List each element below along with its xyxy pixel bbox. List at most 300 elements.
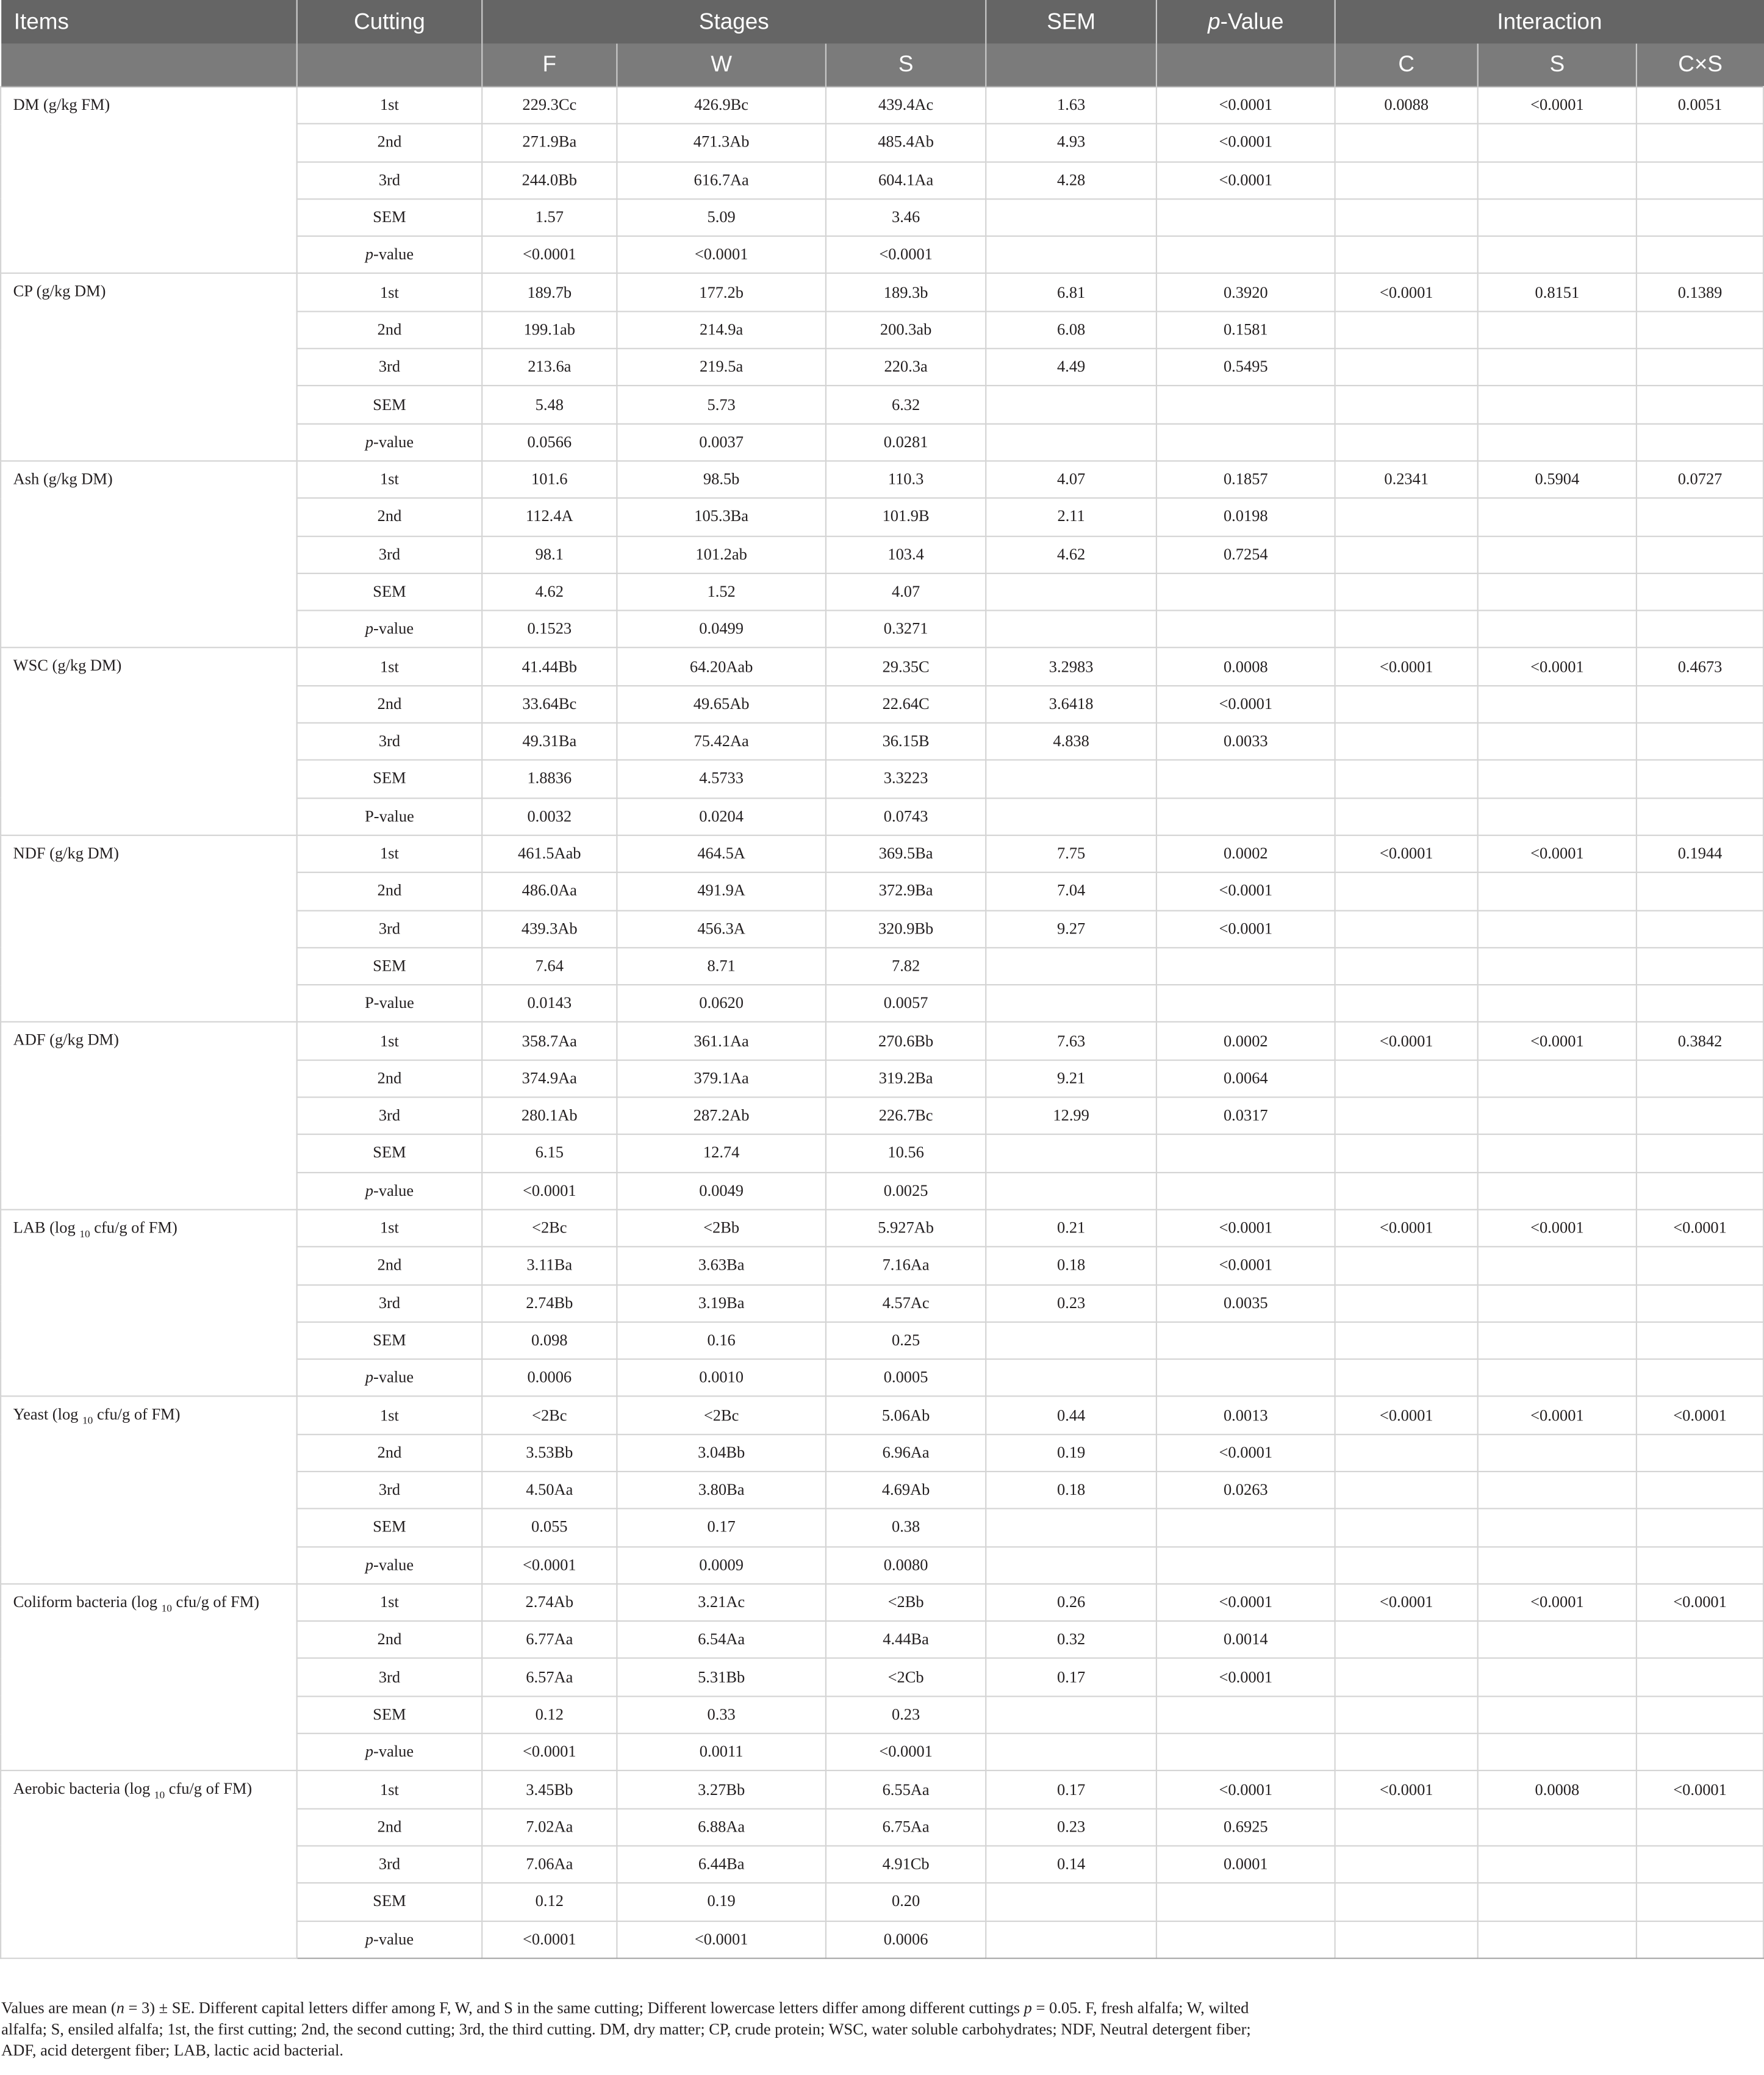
value-cell-s: 3.3223 [826,760,986,797]
value-cell-s: <2Bb [826,1584,986,1621]
value-cell-s: 189.3b [826,274,986,311]
cutting-cell [297,1584,482,1621]
value-cell-c [1335,1509,1478,1546]
value-cell-si: 0.5904 [1478,461,1637,498]
value-cell-f: <0.0001 [482,1921,617,1958]
value-cell-c [1335,199,1478,236]
value-cell-f: 271.9Ba [482,124,617,161]
cutting-cell [297,1771,482,1808]
value-cell-s: <2Cb [826,1659,986,1696]
cutting-cell [297,1509,482,1546]
value-cell-cxs: <0.0001 [1637,1584,1763,1621]
cutting-cell-text: 2nd [377,320,402,339]
value-cell-sem [986,760,1156,797]
value-cell-w: 616.7Aa [617,162,826,199]
value-cell-f: 0.1523 [482,611,617,648]
value-cell-f: 2.74Ab [482,1584,617,1621]
value-cell-c: <0.0001 [1335,648,1478,685]
value-cell-f: 3.53Bb [482,1434,617,1472]
cutting-cell-text: 3rd [378,1480,401,1499]
value-cell-w: 5.31Bb [617,1659,826,1696]
value-cell-sem: 9.27 [986,910,1156,948]
value-cell-w: 75.42Aa [617,723,826,760]
value-cell-c [1335,1172,1478,1209]
value-cell-s: 0.0080 [826,1547,986,1584]
value-cell-c [1335,1547,1478,1584]
value-cell-cxs [1637,348,1763,386]
item-label-text: Coliform bacteria (log [13,1592,157,1611]
value-cell-cxs [1637,1097,1763,1134]
cutting-cell [297,461,482,498]
value-cell-sem: 4.28 [986,162,1156,199]
value-cell-c: <0.0001 [1335,1584,1478,1621]
value-cell-cxs [1637,311,1763,348]
table-row [1,1584,1763,1621]
value-cell-w: 177.2b [617,274,826,311]
value-cell-c [1335,686,1478,723]
value-cell-sem: 7.63 [986,1023,1156,1060]
value-cell-cxs [1637,423,1763,461]
value-cell-f: 244.0Bb [482,162,617,199]
value-cell-w: 5.73 [617,386,826,423]
cutting-cell-text: -value [373,432,414,451]
value-cell-sem [986,948,1156,985]
value-cell-si: 0.8151 [1478,274,1637,311]
item-label-rest: cfu/g of FM) [165,1779,253,1799]
value-cell-p [1156,1509,1335,1546]
cutting-cell [297,1397,482,1434]
value-cell-sem: 0.23 [986,1808,1156,1846]
table-row [1,1397,1763,1434]
header-sub-blank [986,44,1156,87]
cutting-cell [297,798,482,835]
value-cell-s: 270.6Bb [826,1023,986,1060]
item-label-text: NDF (g/kg DM) [13,844,119,863]
value-cell-si [1478,386,1637,423]
cutting-cell-text: -value [373,1368,414,1387]
cutting-cell [297,1434,482,1472]
cutting-cell-text: 3rd [378,170,401,189]
value-cell-sem [986,1322,1156,1359]
value-cell-s: 4.07 [826,574,986,611]
value-cell-p: <0.0001 [1156,686,1335,723]
value-cell-w: 456.3A [617,910,826,948]
value-cell-s: 0.0006 [826,1921,986,1958]
value-cell-s: 6.96Aa [826,1434,986,1472]
value-cell-sem: 0.19 [986,1434,1156,1472]
value-cell-c [1335,798,1478,835]
value-cell-w: 214.9a [617,311,826,348]
value-cell-s: <0.0001 [826,236,986,273]
value-cell-p [1156,574,1335,611]
value-cell-sem [986,386,1156,423]
cutting-cell [297,1733,482,1771]
value-cell-si [1478,1883,1637,1921]
cutting-cell [297,611,482,648]
value-cell-f: 486.0Aa [482,872,617,910]
value-cell-p: 0.0008 [1156,648,1335,685]
value-cell-cxs [1637,1322,1763,1359]
value-cell-s: 22.64C [826,686,986,723]
value-cell-p [1156,611,1335,648]
value-cell-si [1478,1696,1637,1733]
value-cell-cxs: <0.0001 [1637,1771,1763,1808]
value-cell-si [1478,1247,1637,1284]
cutting-cell [297,872,482,910]
cutting-cell [297,274,482,311]
value-cell-sem [986,1172,1156,1209]
value-cell-cxs [1637,798,1763,835]
value-cell-s: 5.927Ab [826,1209,986,1246]
value-cell-c [1335,1434,1478,1472]
value-cell-cxs [1637,574,1763,611]
value-cell-c [1335,1135,1478,1172]
value-cell-w: 0.0499 [617,611,826,648]
header-row-main [1,0,1763,44]
cutting-cell-italic-p: p [365,1181,374,1199]
header-sub-blank [1156,44,1335,87]
value-cell-c [1335,723,1478,760]
cutting-cell-text: 3rd [378,919,401,938]
value-cell-s: 3.46 [826,199,986,236]
value-cell-p: 0.0001 [1156,1846,1335,1883]
value-cell-sem: 2.11 [986,498,1156,536]
value-cell-c [1335,1846,1478,1883]
item-label-subscript: 10 [79,1228,90,1240]
value-cell-w: <2Bb [617,1209,826,1246]
value-cell-c: <0.0001 [1335,1209,1478,1246]
cutting-cell-text: 2nd [377,881,402,901]
cutting-cell-text: -value [373,619,414,638]
value-cell-c [1335,1472,1478,1509]
cutting-cell-text: 1st [380,1592,399,1611]
cutting-cell-text: -value [373,1555,414,1574]
value-cell-si: <0.0001 [1478,1023,1637,1060]
value-cell-c [1335,423,1478,461]
value-cell-f: 2.74Bb [482,1284,617,1322]
cutting-cell-text: 1st [380,1218,399,1237]
value-cell-w: 98.5b [617,461,826,498]
value-cell-si [1478,1733,1637,1771]
item-label [1,274,297,461]
value-cell-p: 0.1581 [1156,311,1335,348]
value-cell-w: 379.1Aa [617,1060,826,1097]
value-cell-sem: 0.14 [986,1846,1156,1883]
header-interaction: Interaction [1335,0,1763,44]
cutting-cell-text: P-value [365,993,414,1013]
value-cell-p [1156,1883,1335,1921]
header-pvalue-rest: -Value [1220,9,1284,34]
value-cell-sem: 4.62 [986,536,1156,573]
cutting-cell-text: 3rd [378,357,401,376]
value-cell-cxs: 0.1944 [1637,835,1763,872]
header-pvalue [1156,0,1335,44]
value-cell-p [1156,1172,1335,1209]
value-cell-c [1335,1247,1478,1284]
value-cell-p: <0.0001 [1156,872,1335,910]
value-cell-p [1156,948,1335,985]
value-cell-si [1478,1808,1637,1846]
value-cell-f: 0.0006 [482,1359,617,1397]
value-cell-c [1335,760,1478,797]
value-cell-p: <0.0001 [1156,1584,1335,1621]
cutting-cell [297,1209,482,1246]
value-cell-sem: 1.63 [986,87,1156,124]
value-cell-sem: 12.99 [986,1097,1156,1134]
table-row [1,1023,1763,1060]
value-cell-si [1478,1359,1637,1397]
cutting-cell-text: SEM [373,769,406,788]
header-interaction-cxs: C×S [1637,44,1763,87]
value-cell-w: 3.19Ba [617,1284,826,1322]
value-cell-s: 319.2Ba [826,1060,986,1097]
value-cell-w: 3.63Ba [617,1247,826,1284]
value-cell-w: 464.5A [617,835,826,872]
value-cell-c [1335,1659,1478,1696]
value-cell-sem [986,423,1156,461]
item-label [1,648,297,835]
cutting-cell-italic-p: p [365,619,374,638]
value-cell-p: 0.1857 [1156,461,1335,498]
cutting-cell [297,1023,482,1060]
value-cell-s: 0.20 [826,1883,986,1921]
value-cell-w: 6.44Ba [617,1846,826,1883]
value-cell-p [1156,386,1335,423]
cutting-cell [297,536,482,573]
cutting-cell [297,124,482,161]
value-cell-s: 10.56 [826,1135,986,1172]
cutting-cell [297,1060,482,1097]
cutting-cell-text: 2nd [377,132,402,152]
value-cell-p: 0.0035 [1156,1284,1335,1322]
cutting-cell-text: SEM [373,1517,406,1536]
value-cell-sem [986,611,1156,648]
cutting-cell-text: 2nd [377,1817,402,1836]
value-cell-s: <0.0001 [826,1733,986,1771]
cutting-cell-text: SEM [373,1705,406,1724]
value-cell-f: 7.64 [482,948,617,985]
value-cell-c [1335,162,1478,199]
value-cell-sem [986,798,1156,835]
item-label-text: Ash (g/kg DM) [13,469,113,488]
value-cell-w: 3.27Bb [617,1771,826,1808]
value-cell-si [1478,1509,1637,1546]
value-cell-f: 33.64Bc [482,686,617,723]
value-cell-p [1156,1322,1335,1359]
value-cell-cxs [1637,1284,1763,1322]
table-row [1,648,1763,685]
value-cell-s: 0.38 [826,1509,986,1546]
value-cell-si [1478,686,1637,723]
value-cell-sem: 4.838 [986,723,1156,760]
value-cell-sem: 9.21 [986,1060,1156,1097]
value-cell-cxs [1637,498,1763,536]
table-header [1,0,1763,87]
value-cell-p: <0.0001 [1156,1771,1335,1808]
value-cell-c [1335,498,1478,536]
cutting-cell [297,1846,482,1883]
cutting-cell-text: -value [373,1181,414,1199]
value-cell-si [1478,348,1637,386]
cutting-cell [297,1135,482,1172]
value-cell-p [1156,199,1335,236]
cutting-cell [297,1359,482,1397]
item-label [1,1209,297,1397]
value-cell-si: 0.0008 [1478,1771,1637,1808]
value-cell-si [1478,498,1637,536]
value-cell-w: 491.9A [617,872,826,910]
cutting-cell-text: SEM [373,581,406,601]
value-cell-s: 4.44Ba [826,1621,986,1658]
value-cell-f: 0.0032 [482,798,617,835]
value-cell-s: 103.4 [826,536,986,573]
value-cell-s: 0.23 [826,1696,986,1733]
cutting-cell [297,648,482,685]
cutting-cell [297,835,482,872]
value-cell-p [1156,236,1335,273]
value-cell-s: 226.7Bc [826,1097,986,1134]
value-cell-p: 0.0002 [1156,1023,1335,1060]
value-cell-w: <0.0001 [617,1921,826,1958]
cutting-cell [297,1547,482,1584]
value-cell-s: 4.69Ab [826,1472,986,1509]
value-cell-si: <0.0001 [1478,1209,1637,1246]
table-row [1,1771,1763,1808]
item-label [1,461,297,648]
item-label-rest: cfu/g of FM) [90,1218,177,1237]
value-cell-c [1335,1696,1478,1733]
value-cell-sem: 6.08 [986,311,1156,348]
value-cell-c: <0.0001 [1335,1023,1478,1060]
item-label [1,1584,297,1771]
value-cell-cxs [1637,1509,1763,1546]
value-cell-sem [986,1135,1156,1172]
value-cell-si [1478,611,1637,648]
value-cell-p: 0.0033 [1156,723,1335,760]
value-cell-c [1335,910,1478,948]
value-cell-cxs [1637,760,1763,797]
cutting-cell [297,1696,482,1733]
value-cell-sem: 0.21 [986,1209,1156,1246]
value-cell-cxs: 0.3842 [1637,1023,1763,1060]
item-label [1,1771,297,1958]
value-cell-sem [986,574,1156,611]
cutting-cell-text: SEM [373,956,406,975]
item-label-text: CP (g/kg DM) [13,282,106,301]
value-cell-w: 3.04Bb [617,1434,826,1472]
value-cell-f: 0.12 [482,1883,617,1921]
value-cell-s: 0.25 [826,1322,986,1359]
value-cell-si [1478,199,1637,236]
value-cell-w: 4.5733 [617,760,826,797]
value-cell-p: 0.0317 [1156,1097,1335,1134]
header-interaction-s: S [1478,44,1637,87]
value-cell-p: 0.0064 [1156,1060,1335,1097]
value-cell-w: 0.0037 [617,423,826,461]
value-cell-sem [986,236,1156,273]
value-cell-si [1478,985,1637,1022]
value-cell-f: 0.0566 [482,423,617,461]
value-cell-f: 229.3Cc [482,87,617,124]
value-cell-sem [986,985,1156,1022]
value-cell-sem [986,1696,1156,1733]
value-cell-c [1335,872,1478,910]
value-cell-c [1335,536,1478,573]
value-cell-p [1156,798,1335,835]
value-cell-w: 1.52 [617,574,826,611]
cutting-cell-text: 1st [380,844,399,863]
value-cell-cxs [1637,236,1763,273]
value-cell-cxs [1637,1696,1763,1733]
value-cell-f: 199.1ab [482,311,617,348]
value-cell-sem [986,1883,1156,1921]
item-label-text: ADF (g/kg DM) [13,1030,119,1050]
value-cell-p: 0.7254 [1156,536,1335,573]
header-stage-s: S [826,44,986,87]
value-cell-si: <0.0001 [1478,1397,1637,1434]
value-cell-sem: 0.17 [986,1659,1156,1696]
item-label [1,835,297,1023]
cutting-cell-italic-p: p [365,1929,374,1948]
cutting-cell-text: 2nd [377,1630,402,1649]
value-cell-si [1478,124,1637,161]
cutting-cell [297,760,482,797]
value-cell-si [1478,536,1637,573]
value-cell-sem: 0.23 [986,1284,1156,1322]
value-cell-w: 3.21Ac [617,1584,826,1621]
value-cell-c: <0.0001 [1335,274,1478,311]
cutting-cell-text: 3rd [378,1667,401,1686]
value-cell-c [1335,985,1478,1022]
table-row [1,274,1763,311]
value-cell-cxs [1637,1883,1763,1921]
value-cell-p: 0.0002 [1156,835,1335,872]
cutting-cell-text: 3rd [378,1293,401,1312]
value-cell-cxs [1637,199,1763,236]
value-cell-si [1478,910,1637,948]
value-cell-sem: 7.75 [986,835,1156,872]
value-cell-f: 1.8836 [482,760,617,797]
item-label-subscript: 10 [161,1602,172,1614]
item-label-rest: cfu/g of FM) [171,1592,260,1611]
cutting-cell-text: -value [373,1929,414,1948]
cutting-cell [297,498,482,536]
cutting-cell-text: SEM [373,395,406,414]
table-row [1,87,1763,124]
value-cell-si [1478,872,1637,910]
value-cell-f: 112.4A [482,498,617,536]
value-cell-c [1335,948,1478,985]
value-cell-cxs [1637,1359,1763,1397]
value-cell-c [1335,1883,1478,1921]
value-cell-s: 6.75Aa [826,1808,986,1846]
value-cell-cxs: 0.1389 [1637,274,1763,311]
value-cell-w: 6.54Aa [617,1621,826,1658]
cutting-cell-text: 2nd [377,1442,402,1462]
value-cell-f: <0.0001 [482,236,617,273]
value-cell-p: 0.3920 [1156,274,1335,311]
value-cell-c [1335,611,1478,648]
cutting-cell [297,985,482,1022]
item-label [1,87,297,274]
value-cell-p: 0.6925 [1156,1808,1335,1846]
value-cell-s: 320.9Bb [826,910,986,948]
cutting-cell [297,910,482,948]
value-cell-cxs [1637,1472,1763,1509]
value-cell-f: 189.7b [482,274,617,311]
value-cell-p [1156,1135,1335,1172]
header-stages: Stages [482,0,986,44]
